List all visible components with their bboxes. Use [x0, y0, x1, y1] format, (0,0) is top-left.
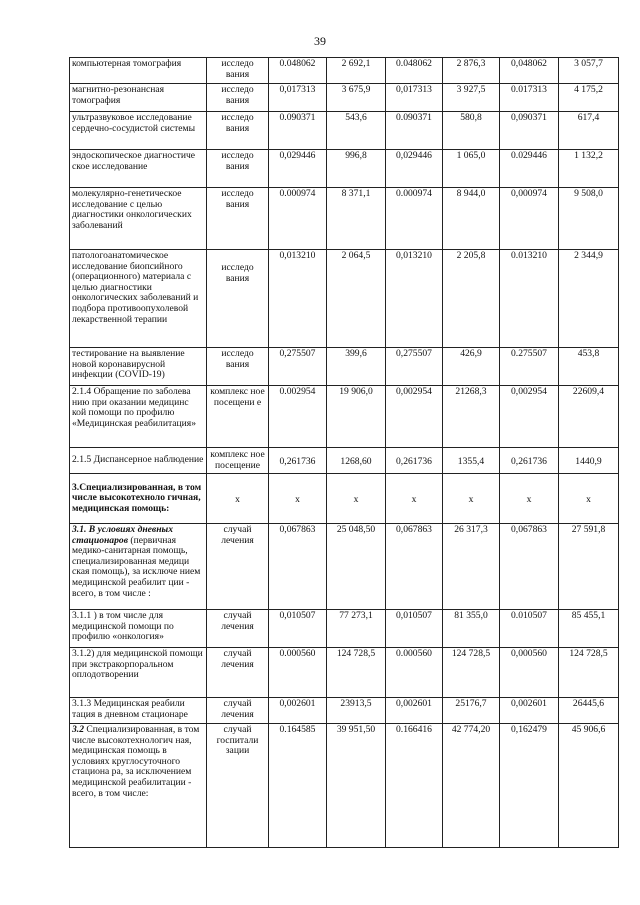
row-unit: случай лечения — [207, 698, 269, 724]
table-row — [70, 348, 619, 386]
row-value: 0.000974 — [269, 188, 327, 250]
row-value: 2 064,5 — [327, 250, 386, 348]
row-unit: х — [207, 474, 269, 524]
row-value: 0,010507 — [386, 610, 443, 648]
table-row — [70, 58, 619, 84]
table-row — [70, 188, 619, 250]
row-value: 23913,5 — [327, 698, 386, 724]
row-value: 617,4 — [559, 112, 619, 150]
row-name: 2.1.5 Диспансерное наблюдение — [70, 448, 207, 474]
row-value: 0,048062 — [500, 58, 559, 84]
row-name: 3.Специализированная, в том числе высокотехноло гичная, медицинская помощь: — [70, 474, 207, 524]
row-unit: исследо вания — [207, 58, 269, 84]
row-name: тестирование на выявление новой коронавирусной инфекции (COVID-19) — [70, 348, 207, 386]
row-value: 0,002954 — [500, 386, 559, 448]
row-value: 42 774,20 — [443, 724, 500, 848]
row-value: 3 675,9 — [327, 84, 386, 112]
row-value: 0,090371 — [500, 112, 559, 150]
table-row — [70, 84, 619, 112]
row-value: 0,261736 — [500, 448, 559, 474]
row-value: 0.164585 — [269, 724, 327, 848]
row-value: 426,9 — [443, 348, 500, 386]
row-name: 3.1.3 Медицинская реабили тация в дневном стационаре — [70, 698, 207, 724]
row-name: патологоанатомическое исследование биопсийного (операционного) материала с целью диагностики онкологических заболеваний и подбора противоопухолевой лекарственной терапии — [70, 250, 207, 348]
row-value: х — [269, 474, 327, 524]
row-value: 26445,6 — [559, 698, 619, 724]
row-value: 25 048,50 — [327, 524, 386, 610]
row-unit: исследо вания — [207, 150, 269, 188]
row-value: 0,002601 — [386, 698, 443, 724]
row-value: 1 132,2 — [559, 150, 619, 188]
row-value: 0,261736 — [386, 448, 443, 474]
row-value: х — [327, 474, 386, 524]
row-value: 4 175,2 — [559, 84, 619, 112]
row-value: 1440,9 — [559, 448, 619, 474]
row-unit: исследо вания — [207, 250, 269, 348]
row-name — [70, 724, 207, 848]
row-value: 453,8 — [559, 348, 619, 386]
row-value: 19 906,0 — [327, 386, 386, 448]
row-name: молекулярно-генетическое исследование с целью диагностики онкологических заболеваний — [70, 188, 207, 250]
row-value: 0.090371 — [269, 112, 327, 150]
table-row — [70, 150, 619, 188]
row-value: 2 692,1 — [327, 58, 386, 84]
row-unit: случай лечения — [207, 648, 269, 698]
row-value: 45 906,6 — [559, 724, 619, 848]
row-text: (первичная медико-санитарная помощь, специализированная медици ская помощь), за исключе нием медицинской реабилит ции - всего, в том числе : — [72, 534, 201, 599]
row-value: 0,000974 — [500, 188, 559, 250]
row-unit: случай лечения — [207, 610, 269, 648]
row-value: 0.017313 — [500, 84, 559, 112]
row-value: 124 728,5 — [559, 648, 619, 698]
row-value: 2 205,8 — [443, 250, 500, 348]
row-value: 27 591,8 — [559, 524, 619, 610]
row-value: 81 355,0 — [443, 610, 500, 648]
row-value: 2 344,9 — [559, 250, 619, 348]
table-row — [70, 448, 619, 474]
row-value: 0.275507 — [500, 348, 559, 386]
row-value: 0.002954 — [269, 386, 327, 448]
norms-table — [69, 57, 619, 848]
row-value: 0,162479 — [500, 724, 559, 848]
row-value: 0,067863 — [269, 524, 327, 610]
row-value: 0,261736 — [269, 448, 327, 474]
row-value: 0,067863 — [386, 524, 443, 610]
row-value: 124 728,5 — [443, 648, 500, 698]
table-row — [70, 698, 619, 724]
row-value: 543,6 — [327, 112, 386, 150]
row-value: 0.166416 — [386, 724, 443, 848]
row-value: 1355,4 — [443, 448, 500, 474]
row-lead: 3.2 — [72, 724, 84, 735]
row-value: 0.010507 — [500, 610, 559, 648]
table-row — [70, 250, 619, 348]
row-name: эндоскопическое диагностиче ское исследование — [70, 150, 207, 188]
row-value: 0,067863 — [500, 524, 559, 610]
row-value: 0.048062 — [269, 58, 327, 84]
row-name: компьютерная томография — [70, 58, 207, 84]
row-value: 124 728,5 — [327, 648, 386, 698]
row-name — [70, 524, 207, 610]
row-value: 0.013210 — [500, 250, 559, 348]
row-value: 1 065,0 — [443, 150, 500, 188]
row-value: 0,000560 — [500, 648, 559, 698]
table-row — [70, 648, 619, 698]
row-value: 25176,7 — [443, 698, 500, 724]
row-value: 3 927,5 — [443, 84, 500, 112]
page-number: 39 — [314, 34, 326, 48]
row-value: 0,017313 — [269, 84, 327, 112]
row-value: 22609,4 — [559, 386, 619, 448]
row-text: Специализированная, в том числе высокотехнологич ная, медицинская помощь в условиях круглосуточного стациона ра, за исключением медицинской реабилитации - всего, в том числе: — [72, 724, 200, 799]
row-value: 0.000560 — [269, 648, 327, 698]
row-value: 8 371,1 — [327, 188, 386, 250]
row-value: 2 876,3 — [443, 58, 500, 84]
row-value: 0,017313 — [386, 84, 443, 112]
row-value: 0,275507 — [269, 348, 327, 386]
row-value: 580,8 — [443, 112, 500, 150]
table-row — [70, 386, 619, 448]
row-value: 21268,3 — [443, 386, 500, 448]
row-value: х — [559, 474, 619, 524]
row-value: 0,010507 — [269, 610, 327, 648]
row-name: магнитно-резонансная томография — [70, 84, 207, 112]
row-unit: исследо вания — [207, 112, 269, 150]
row-unit: случай лечения — [207, 524, 269, 610]
row-lead: 3.1. В условиях дневных стационаров — [72, 524, 173, 546]
row-value: 0,275507 — [386, 348, 443, 386]
row-value: 399,6 — [327, 348, 386, 386]
row-value: х — [443, 474, 500, 524]
row-value: 0,029446 — [386, 150, 443, 188]
row-unit: случай госпитали зации — [207, 724, 269, 848]
row-name: 2.1.4 Обращение по заболева нию при оказании медицинс кой помощи по профилю «Медицинская реабилитация» — [70, 386, 207, 448]
row-value: 39 951,50 — [327, 724, 386, 848]
table-row — [70, 474, 619, 524]
row-value: х — [386, 474, 443, 524]
row-value: 8 944,0 — [443, 188, 500, 250]
row-value: 3 057,7 — [559, 58, 619, 84]
row-unit: комплекс ное посещени е — [207, 386, 269, 448]
row-value: 0.029446 — [500, 150, 559, 188]
row-value: 0,002954 — [386, 386, 443, 448]
table-row — [70, 112, 619, 150]
row-unit: комплекс ное посещение — [207, 448, 269, 474]
row-name: 3.1.1 ) в том числе для медицинской помощи по профилю «онкология» — [70, 610, 207, 648]
table-row — [70, 724, 619, 848]
row-value: х — [500, 474, 559, 524]
row-value: 85 455,1 — [559, 610, 619, 648]
row-value: 0,013210 — [386, 250, 443, 348]
row-name: 3.1.2) для медицинской помощи при экстракорпоральном оплодотворении — [70, 648, 207, 698]
row-unit: исследо вания — [207, 188, 269, 250]
row-value: 9 508,0 — [559, 188, 619, 250]
row-unit: исследо вания — [207, 84, 269, 112]
row-value: 996,8 — [327, 150, 386, 188]
row-value: 0,013210 — [269, 250, 327, 348]
row-value: 26 317,3 — [443, 524, 500, 610]
row-value: 0.048062 — [386, 58, 443, 84]
table-row — [70, 524, 619, 610]
row-value: 0.090371 — [386, 112, 443, 150]
row-value: 1268,60 — [327, 448, 386, 474]
row-value: 0.000560 — [386, 648, 443, 698]
row-value: 77 273,1 — [327, 610, 386, 648]
row-value: 0.000974 — [386, 188, 443, 250]
row-value: 0,002601 — [269, 698, 327, 724]
row-value: 0,002601 — [500, 698, 559, 724]
table-row — [70, 610, 619, 648]
row-value: 0,029446 — [269, 150, 327, 188]
row-unit: исследо вания — [207, 348, 269, 386]
row-name: ультразвуковое исследование сердечно-сосудистой системы — [70, 112, 207, 150]
